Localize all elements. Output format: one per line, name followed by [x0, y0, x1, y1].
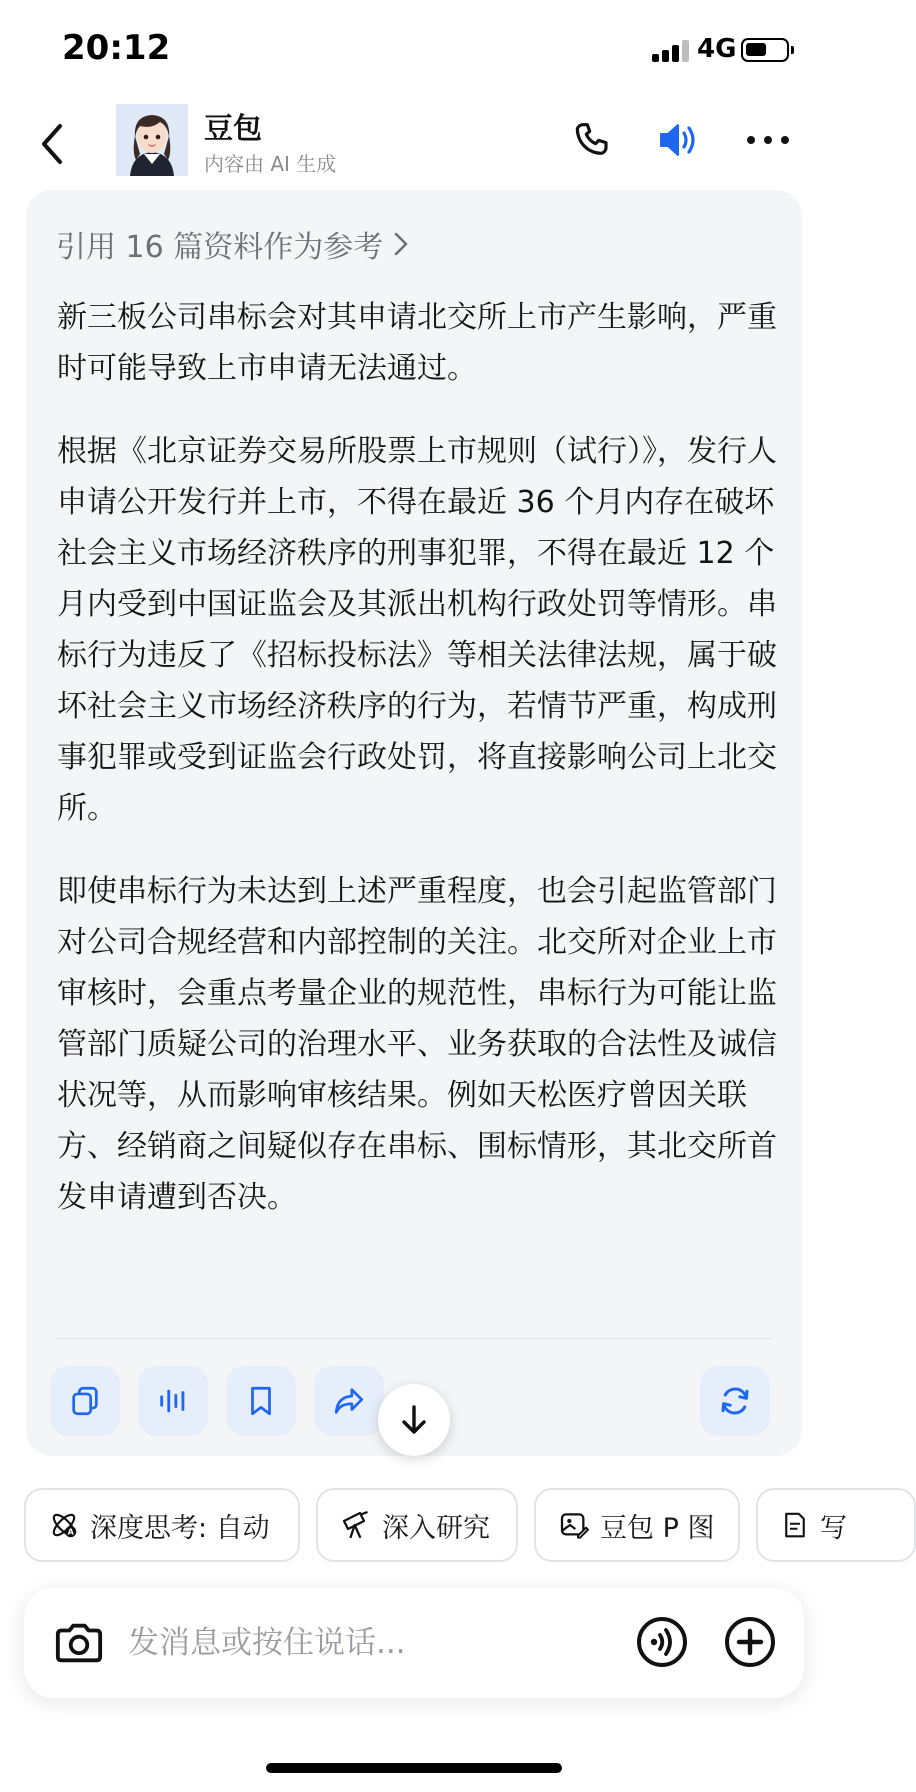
more-options-button[interactable] [740, 114, 796, 166]
chip-label: 深入研究 [382, 1512, 490, 1544]
voice-wave-icon [636, 1616, 688, 1668]
message-body [57, 292, 777, 1255]
chip-label: 深度思考: 自动 [90, 1512, 270, 1544]
telescope-icon [340, 1509, 372, 1541]
camera-icon [54, 1621, 104, 1665]
divider [56, 1338, 772, 1339]
phone-icon [572, 120, 612, 160]
battery-icon [741, 38, 789, 62]
arrow-down-icon [399, 1404, 429, 1436]
svg-text:A: A [67, 1527, 74, 1537]
bookmark-button[interactable] [226, 1366, 296, 1436]
copy-icon [68, 1384, 102, 1418]
signal-icon [652, 40, 692, 62]
refresh-icon [717, 1383, 753, 1419]
references-label: 引用 16 篇资料作为参考 [56, 230, 384, 265]
back-button[interactable] [28, 116, 76, 172]
voice-playback-button[interactable] [654, 114, 706, 166]
read-aloud-button[interactable] [138, 1366, 208, 1436]
copy-button[interactable] [50, 1366, 120, 1436]
chip-deep-thinking[interactable] [24, 1488, 300, 1562]
suggestion-chips [0, 1488, 847, 1564]
share-icon [331, 1384, 367, 1418]
chip-writing[interactable] [756, 1488, 916, 1562]
network-label: 4G [697, 34, 737, 64]
phone-call-button[interactable] [566, 114, 618, 166]
chip-deep-research[interactable] [316, 1488, 518, 1562]
voice-call-button[interactable] [634, 1614, 690, 1670]
message-paragraph: 根据《北京证券交易所股票上市规则（试行）》，发行人申请公开发行并上市，不得在最近 36 个月内存在破坏社会主义市场经济秩序的刑事犯罪，不得在最近 12 个月内受到中国证监会及其派出机构行政处罚等情形。串标行为违反了《招标投标法》等相关法律法规，属于破坏社会主义市场经济秩序的行为，若情节严重，构成刑事犯罪或受到证监会行政处罚，将直接影响公司上北交所。 [57, 434, 777, 826]
image-edit-icon [558, 1509, 590, 1541]
chip-label: 写 [820, 1512, 847, 1544]
document-icon [780, 1510, 810, 1540]
speaker-icon [657, 119, 703, 161]
bookmark-icon [244, 1384, 278, 1418]
chevron-left-icon [38, 122, 66, 166]
avatar-illustration [116, 104, 188, 176]
references-link[interactable] [56, 222, 409, 266]
plus-icon [724, 1616, 776, 1668]
more-icon [746, 135, 790, 145]
status-bar [0, 0, 828, 96]
camera-button[interactable] [52, 1616, 106, 1670]
home-indicator[interactable] [266, 1763, 562, 1773]
composer [24, 1588, 804, 1698]
soundwave-icon [156, 1384, 190, 1418]
assistant-message [26, 190, 802, 1456]
chip-label: 豆包 P 图 [600, 1512, 715, 1544]
ai-generated-note: 内容由 AI 生成 [204, 152, 337, 176]
message-paragraph: 即使串标行为未达到上述严重程度，也会引起监管部门对公司合规经营和内部控制的关注。北交所对企业上市审核时，会重点考量企业的规范性，串标行为可能让监管部门质疑公司的治理水平、业务获取的合法性及诚信状况等，从而影响审核结果。例如天松医疗曾因关联方、经销商之间疑似存在串标、围标情形，其北交所首发申请遭到否决。 [57, 874, 777, 1215]
chip-image-edit[interactable] [534, 1488, 740, 1562]
add-attachment-button[interactable] [722, 1614, 778, 1670]
bot-name: 豆包 [204, 111, 263, 145]
status-time: 20:12 [62, 28, 171, 68]
chat-header [0, 96, 828, 192]
share-button[interactable] [314, 1366, 384, 1436]
chevron-right-icon [393, 231, 409, 257]
message-paragraph: 新三板公司串标会对其申请北交所上市产生影响，严重时可能导致上市申请无法通过。 [57, 300, 777, 386]
scroll-to-bottom-button[interactable] [378, 1384, 450, 1456]
message-input[interactable] [128, 1616, 628, 1670]
atom-icon [48, 1509, 80, 1541]
regenerate-button[interactable] [700, 1366, 770, 1436]
bot-avatar[interactable] [116, 104, 188, 176]
